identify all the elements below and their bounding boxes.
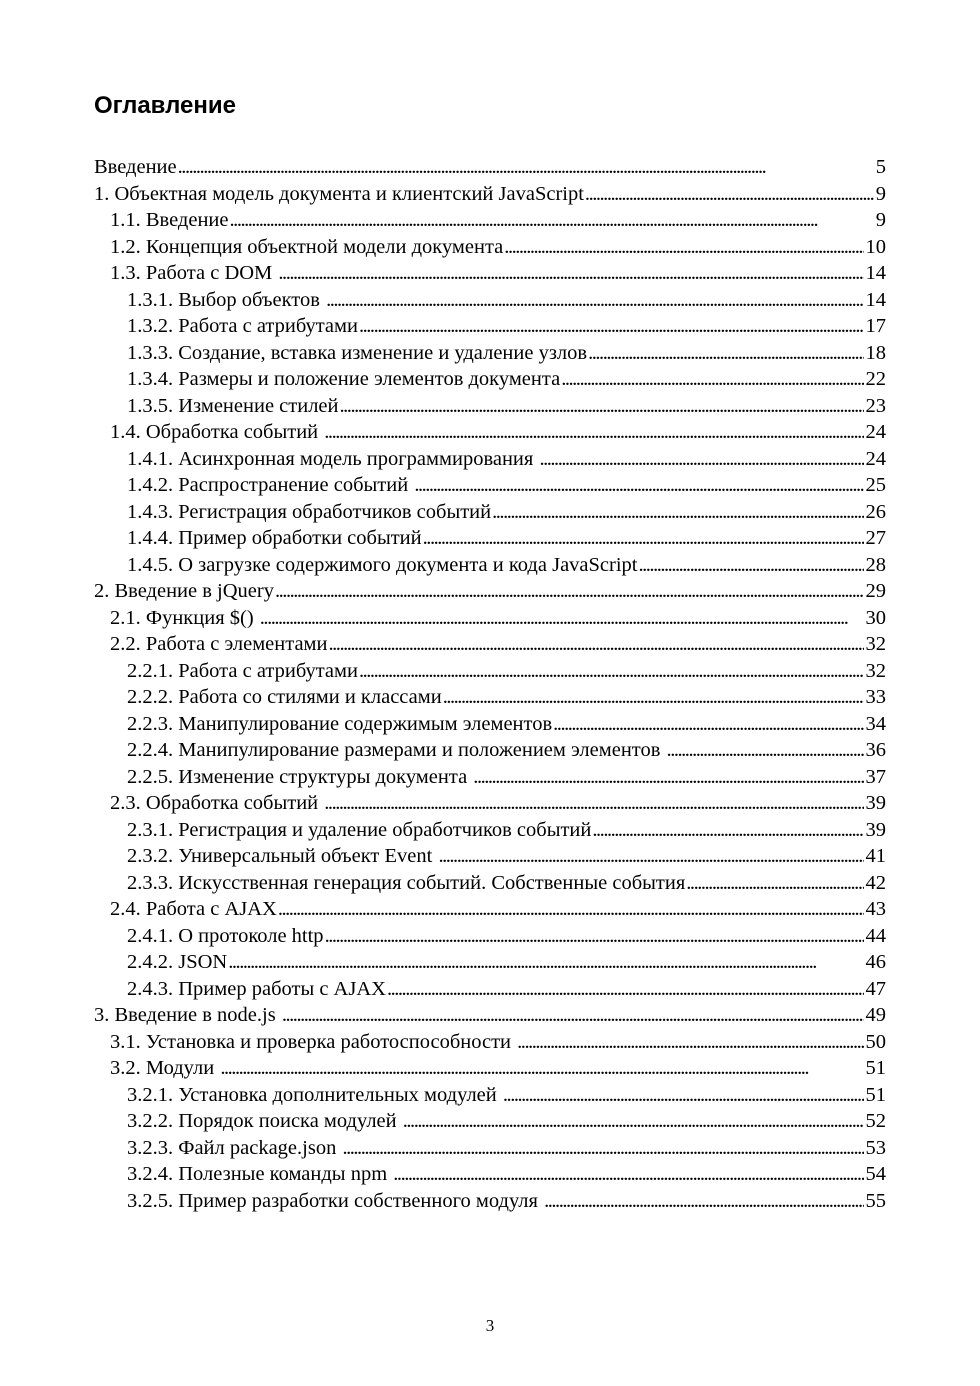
toc-entry[interactable] <box>94 1161 886 1188</box>
toc-entry[interactable] <box>94 1135 886 1162</box>
toc-entry-page: 54 <box>865 1163 886 1185</box>
dot-leader <box>277 896 864 923</box>
toc-entry-title: 3.2. Модули <box>110 1057 220 1079</box>
toc-entry-title: Введение <box>94 156 177 178</box>
toc-entry-title: 3.2.1. Установка дополнительных модулей <box>127 1083 502 1106</box>
toc-entry-title: 2.4. Работа с AJAX <box>110 898 277 920</box>
toc-entry[interactable] <box>94 313 886 340</box>
dot-leader <box>422 525 864 552</box>
dot-leader <box>324 923 864 950</box>
toc-entry-title: 1.4.1. Асинхронная модель программирования <box>127 447 539 470</box>
dot-leader <box>543 1188 863 1215</box>
toc-entry-page: 41 <box>865 845 886 867</box>
toc-entry-page: 18 <box>865 341 886 364</box>
dot-leader <box>177 154 874 181</box>
dot-leader <box>503 234 863 261</box>
toc-entry-title: 2.3.3. Искусственная генерация событий. Собственные события <box>127 871 686 894</box>
dot-leader <box>386 976 864 1003</box>
toc-entry[interactable] <box>94 711 886 738</box>
dot-leader <box>584 181 874 208</box>
toc-entry[interactable] <box>94 1108 886 1135</box>
dot-leader <box>323 419 863 446</box>
toc-entry[interactable] <box>94 1002 886 1029</box>
toc-entry-page: 17 <box>865 315 886 337</box>
dot-leader <box>358 658 864 685</box>
toc-entry[interactable] <box>94 870 886 897</box>
toc-entry[interactable] <box>94 366 886 393</box>
toc-entry[interactable] <box>94 737 886 764</box>
toc-entry-page: 25 <box>865 474 886 496</box>
toc-entry[interactable] <box>94 234 886 261</box>
dot-leader <box>229 207 874 234</box>
dot-leader <box>274 578 864 605</box>
table-of-contents <box>94 154 886 1214</box>
toc-entry-page: 39 <box>865 792 886 814</box>
toc-entry-title: 1. Объектная модель документа и клиентский JavaScript <box>94 182 584 205</box>
toc-entry-title: 3.2.4. Полезные команды npm <box>127 1163 393 1185</box>
dot-leader <box>281 1002 864 1029</box>
toc-entry[interactable] <box>94 578 886 605</box>
dot-leader <box>472 764 863 791</box>
dot-leader <box>358 313 864 340</box>
toc-entry-page: 32 <box>865 659 886 682</box>
dot-leader <box>325 287 863 314</box>
dot-leader <box>323 790 863 817</box>
toc-entry-page: 39 <box>865 818 886 841</box>
dot-leader <box>502 1082 864 1109</box>
toc-entry[interactable] <box>94 340 886 367</box>
toc-entry[interactable] <box>94 658 886 685</box>
toc-entry-title: 2.3. Обработка событий <box>110 792 324 814</box>
toc-entry-page: 34 <box>865 712 886 735</box>
toc-entry-page: 52 <box>865 1110 886 1132</box>
toc-entry-page: 29 <box>865 580 886 602</box>
toc-entry[interactable] <box>94 472 886 499</box>
toc-entry-page: 51 <box>865 1083 886 1106</box>
toc-entry-title: 1.4.2. Распространение событий <box>127 474 414 496</box>
toc-entry-page: 24 <box>865 447 886 470</box>
toc-entry-title: 3.2.2. Порядок поиска модулей <box>127 1110 402 1132</box>
toc-entry-page: 55 <box>865 1189 886 1212</box>
toc-entry[interactable] <box>94 817 886 844</box>
dot-leader <box>402 1108 864 1135</box>
toc-entry[interactable] <box>94 260 886 287</box>
toc-entry-title: 3.1. Установка и проверка работоспособности <box>110 1030 517 1053</box>
dot-leader <box>491 499 863 526</box>
toc-entry-title: 1.2. Концепция объектной модели документа <box>110 235 504 258</box>
toc-entry-page: 46 <box>865 951 886 973</box>
dot-leader <box>392 1161 863 1188</box>
toc-entry-page: 42 <box>865 871 886 894</box>
dot-leader <box>587 340 863 367</box>
dot-leader <box>552 711 863 738</box>
toc-entry[interactable] <box>94 1082 886 1109</box>
dot-leader <box>341 1135 863 1162</box>
dot-leader <box>685 870 863 897</box>
toc-entry[interactable] <box>94 684 886 711</box>
toc-entry-title: 1.4.3. Регистрация обработчиков событий <box>127 500 492 523</box>
toc-entry[interactable] <box>94 896 886 923</box>
toc-entry-page: 36 <box>865 739 886 761</box>
toc-entry[interactable] <box>94 1188 886 1215</box>
toc-entry[interactable] <box>94 552 886 579</box>
toc-entry-page: 22 <box>865 368 886 390</box>
toc-entry[interactable] <box>94 393 886 420</box>
dot-leader <box>637 552 863 579</box>
dot-leader <box>227 949 863 976</box>
dot-leader <box>219 1055 863 1082</box>
toc-entry[interactable] <box>94 631 886 658</box>
toc-entry-page: 23 <box>865 394 886 417</box>
toc-entry-title: 2.2.1. Работа с атрибутами <box>127 659 358 682</box>
dot-leader <box>591 817 863 844</box>
toc-entry[interactable] <box>94 976 886 1003</box>
dot-leader <box>339 393 864 420</box>
toc-entry-page: 9 <box>875 182 886 205</box>
toc-entry-title: 2.2.2. Работа со стилями и классами <box>127 686 442 708</box>
toc-entry[interactable] <box>94 605 886 632</box>
toc-entry[interactable] <box>94 1029 886 1056</box>
toc-entry-title: 2.2. Работа с элементами <box>110 633 328 655</box>
toc-entry[interactable] <box>94 525 886 552</box>
toc-entry-page: 5 <box>875 156 886 178</box>
toc-entry-title: 2. Введение в jQuery <box>94 580 274 602</box>
toc-entry[interactable] <box>94 499 886 526</box>
dot-leader <box>560 366 863 393</box>
dot-leader <box>666 737 864 764</box>
toc-entry-title: 1.3.4. Размеры и положение элементов документа <box>127 368 561 390</box>
toc-entry-page: 27 <box>865 527 886 549</box>
toc-entry[interactable] <box>94 287 886 314</box>
toc-entry-page: 32 <box>865 633 886 655</box>
toc-entry-title: 2.3.1. Регистрация и удаление обработчиков событий <box>127 818 592 841</box>
toc-entry-page: 47 <box>865 977 886 1000</box>
page-title: Оглавление <box>94 92 236 119</box>
toc-entry-page: 50 <box>865 1030 886 1053</box>
toc-entry-title: 2.3.2. Универсальный объект Event <box>127 845 438 867</box>
toc-entry-page: 33 <box>865 686 886 708</box>
toc-entry-page: 14 <box>865 288 886 311</box>
toc-entry[interactable] <box>94 207 886 234</box>
toc-entry-page: 26 <box>865 500 886 523</box>
toc-entry-page: 49 <box>865 1004 886 1026</box>
toc-entry-title: 2.4.3. Пример работы с AJAX <box>127 977 386 1000</box>
toc-entry-title: 3.2.5. Пример разработки собственного модуля <box>127 1189 544 1212</box>
toc-entry[interactable] <box>94 843 886 870</box>
dot-leader <box>516 1029 863 1056</box>
dot-leader <box>328 631 864 658</box>
toc-entry-title: 1.4.4. Пример обработки событий <box>127 527 422 549</box>
toc-entry-page: 24 <box>865 421 886 443</box>
toc-entry-title: 2.1. Функция $() <box>110 606 259 629</box>
toc-entry[interactable] <box>94 790 886 817</box>
toc-entry-title: 1.3. Работа с DOM <box>110 262 278 284</box>
toc-entry-title: 3.2.3. Файл package.json <box>127 1136 342 1159</box>
toc-entry-title: 2.4.2. JSON <box>127 951 228 973</box>
toc-entry-title: 1.3.1. Выбор объектов <box>127 288 326 311</box>
toc-entry-page: 30 <box>865 606 886 629</box>
toc-entry-title: 3. Введение в node.js <box>94 1004 281 1026</box>
dot-leader <box>442 684 864 711</box>
toc-entry-title: 1.1. Введение <box>110 209 229 231</box>
dot-leader <box>538 446 863 473</box>
toc-entry-page: 28 <box>865 553 886 576</box>
toc-entry-title: 2.2.5. Изменение структуры документа <box>127 765 473 788</box>
dot-leader <box>259 605 864 632</box>
dot-leader <box>277 260 863 287</box>
toc-entry[interactable] <box>94 446 886 473</box>
toc-entry-page: 10 <box>865 235 886 258</box>
toc-entry-page: 14 <box>865 262 886 284</box>
toc-entry[interactable] <box>94 154 886 181</box>
toc-entry-title: 1.3.2. Работа с атрибутами <box>127 315 358 337</box>
toc-entry-title: 1.3.3. Создание, вставка изменение и удаление узлов <box>127 341 588 364</box>
toc-entry-title: 1.4.5. О загрузке содержимого документа и кода JavaScript <box>127 553 638 576</box>
toc-entry[interactable] <box>94 764 886 791</box>
toc-entry-title: 2.2.3. Манипулирование содержимым элементов <box>127 712 553 735</box>
toc-entry-page: 37 <box>865 765 886 788</box>
toc-entry-page: 9 <box>875 209 886 231</box>
toc-entry[interactable] <box>94 923 886 950</box>
toc-entry-page: 44 <box>865 924 886 947</box>
toc-entry-title: 1.3.5. Изменение стилей <box>127 394 339 417</box>
toc-entry-title: 2.2.4. Манипулирование размерами и положением элементов <box>127 739 666 761</box>
toc-entry-title: 1.4. Обработка событий <box>110 421 324 443</box>
toc-entry-page: 53 <box>865 1136 886 1159</box>
toc-entry[interactable] <box>94 419 886 446</box>
toc-entry-page: 43 <box>865 898 886 920</box>
toc-entry[interactable] <box>94 181 886 208</box>
dot-leader <box>413 472 863 499</box>
toc-entry[interactable] <box>94 949 886 976</box>
toc-entry-page: 51 <box>865 1057 886 1079</box>
toc-entry[interactable] <box>94 1055 886 1082</box>
dot-leader <box>437 843 863 870</box>
toc-entry-title: 2.4.1. О протоколе http <box>127 924 324 947</box>
page-number: 3 <box>485 1316 495 1335</box>
